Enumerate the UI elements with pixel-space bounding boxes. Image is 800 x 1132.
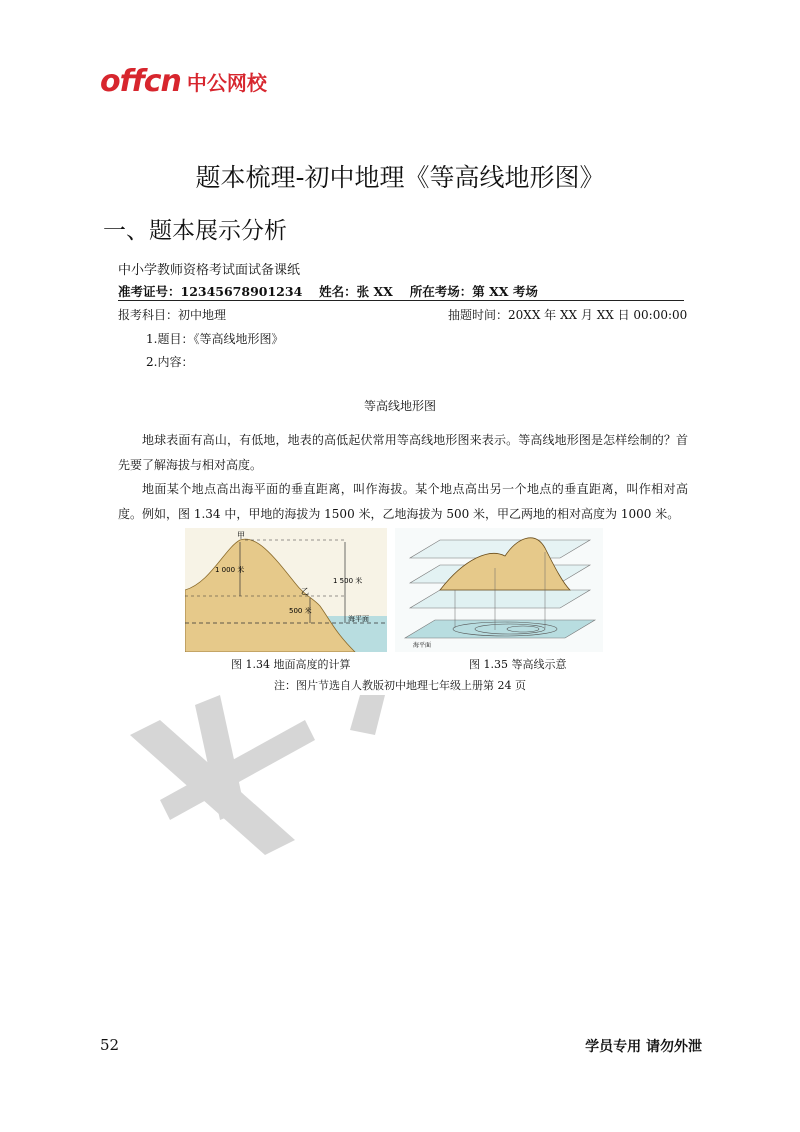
logo-text: 中公网校 <box>186 70 267 95</box>
logo-mark: offcn <box>100 63 181 99</box>
label-jia: 甲 <box>237 531 245 540</box>
page-number: 52 <box>100 1036 120 1054</box>
divider <box>118 300 684 301</box>
candidate-info: 准考证号：12345678901234 姓名：张 XX 所在考场：第 XX 考场 <box>118 284 538 299</box>
contour-figure <box>395 528 603 652</box>
page-title: 题本梳理-初中地理《等高线地形图》 <box>195 163 605 192</box>
caption-fig-1-34: 图 1.34 地面高度的计算 <box>231 658 351 671</box>
draw-time: 抽题时间：20XX 年 XX 月 XX 日 00:00:00 <box>448 308 688 322</box>
label-1000: 1 000 米 <box>215 566 245 574</box>
paragraph-1: 地球表面有高山，有低地，地表的高低起伏常用等高线地形图来表示。等高线地形图是怎样绘制的？首先要了解海拔与相对高度。 <box>118 433 688 472</box>
section-heading: 一、题本展示分析 <box>103 218 287 244</box>
paper-header: 中小学教师资格考试面试备课纸 <box>118 263 301 278</box>
paragraph-2: 地面某个地点高出海平面的垂直距离，叫作海拔。某个地点高出另一个地点的垂直距离，叫作相对高度。例如，图 1.34 中，甲地的海拔为 1500 米，乙地海拔为 500 米，甲乙两地的相对高度为 1000 米。 <box>118 482 688 521</box>
brand-logo <box>100 64 267 98</box>
caption-fig-1-35: 图 1.35 等高线示意 <box>469 658 567 671</box>
label-yi: 乙 <box>301 587 309 596</box>
watermark <box>120 690 430 890</box>
label-sea-2: 海平面 <box>413 642 432 649</box>
topic-line: 1.题目：《等高线地形图》 <box>146 332 284 346</box>
content-label: 2.内容： <box>146 355 194 369</box>
altitude-figure <box>185 528 387 652</box>
subject-label: 报考科目：初中地理 <box>118 308 227 322</box>
label-sea: 海平面 <box>348 615 369 623</box>
footer-notice: 学员专用 请勿外泄 <box>585 1039 702 1055</box>
label-1500: 1 500 米 <box>333 577 363 585</box>
label-500: 500 米 <box>289 607 312 615</box>
source-note: 注：图片节选自人教版初中地理七年级上册第 24 页 <box>274 679 526 692</box>
content-title: 等高线地形图 <box>363 399 436 413</box>
